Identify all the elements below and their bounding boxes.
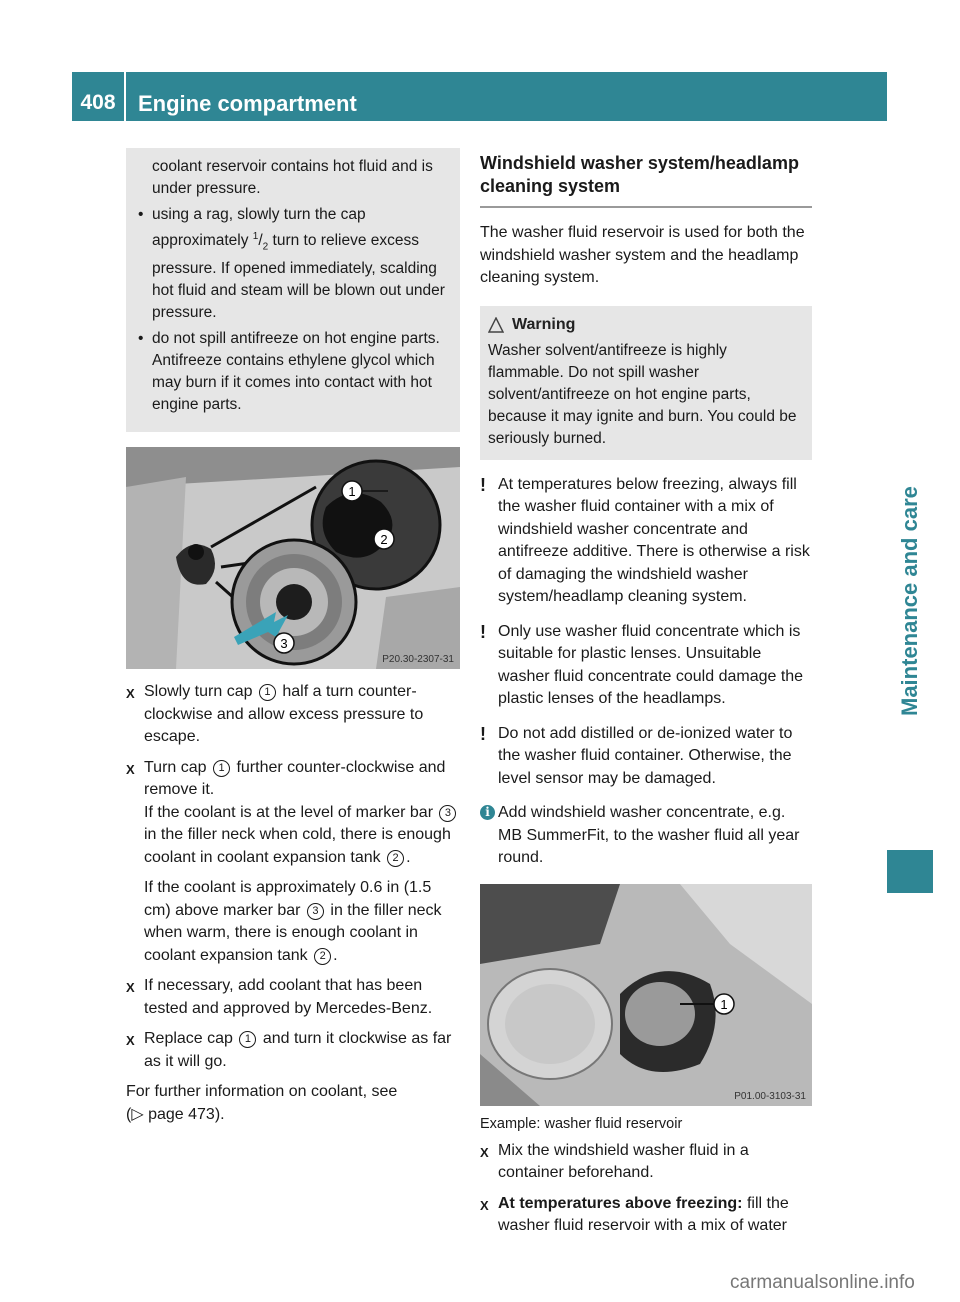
callout-3-label: 3 [280, 636, 288, 652]
bullet-dot: • [138, 206, 144, 223]
warning-continuation-box [126, 148, 460, 432]
section-title: Windshield washer system/headlamp cleaning system [480, 152, 812, 208]
page-header [72, 72, 887, 121]
step-item: X Slowly turn cap 1 half a turn counter-clockwise and allow excess pressure to escape. [126, 681, 460, 749]
step-marker-icon: X [126, 686, 135, 702]
washer-steps [480, 1140, 812, 1238]
watermark: carmanualsonline.info [730, 1272, 915, 1293]
step-marker-icon: X [126, 1033, 135, 1049]
photo-code: P01.00-3103-31 [734, 1090, 806, 1102]
side-tab-marker [887, 850, 933, 893]
right-column [480, 152, 812, 1246]
note-item: ! Do not add distilled or de-ionized water to the washer fluid container. Otherwise, the level sensor may be damaged. [480, 723, 812, 791]
section-intro: The washer fluid reservoir is used for both the windshield washer system and the headlamp cleaning system. [480, 224, 805, 286]
left-column [126, 148, 460, 1126]
washer-illustration [480, 884, 812, 1106]
info-icon: i [480, 805, 495, 820]
warning-header [488, 314, 804, 336]
callout-2 [374, 529, 394, 549]
callout-3 [274, 633, 294, 653]
further-info: For further information on coolant, see (▷ page 473). [126, 1083, 398, 1123]
note-item: ! At temperatures below freezing, always fill the washer fluid container with a mix of windshield washer concentrate and antifreeze additive. There is otherwise a risk of damaging the windshield washer system/headlamp cleaning system. [480, 474, 812, 609]
exclamation-icon: ! [480, 474, 486, 495]
callout-1 [714, 994, 734, 1014]
photo-code: P20.30-2307-31 [382, 654, 454, 666]
step-marker-icon: X [126, 980, 135, 996]
side-tab [887, 141, 933, 861]
info-item: i Add windshield washer concentrate, e.g. MB SummerFit, to the washer fluid all year round. [480, 802, 812, 870]
coolant-photo [126, 447, 460, 669]
warning-continuation-text: coolant reservoir contains hot fluid and is under pressure. [152, 158, 433, 197]
warning-bullet: • do not spill antifreeze on hot engine parts. Antifreeze contains ethylene glycol which may burn if it comes into contact with hot engine parts. [138, 328, 452, 416]
exclamation-icon: ! [480, 621, 486, 642]
callout-1-label: 1 [348, 484, 356, 500]
warning-bullet: • using a rag, slowly turn the cap approximately $^1/_2$ turn to relieve excess pressure. If opened immediately, scalding hot fluid and steam will be blown out under pressure. [138, 204, 452, 324]
exclamation-icon: ! [480, 723, 486, 744]
photo-caption: Example: washer fluid reservoir [480, 1115, 683, 1132]
step-marker-icon: X [480, 1144, 489, 1160]
step-marker-icon: X [480, 1197, 489, 1213]
callout-1-label: 1 [720, 996, 728, 1012]
warning-triangle-icon [488, 317, 504, 333]
note-item: ! Only use washer fluid concentrate which is suitable for plastic lenses. Unsuitable washer fluid concentrate could damage the plastic lenses of the headlamps. [480, 621, 812, 711]
page-reference-link[interactable]: (▷ page 473). [126, 1105, 225, 1123]
step-item: X Turn cap 1 further counter-clockwise and remove it. If the coolant is at the level of marker bar 3 in the filler neck when cold, there is enough coolant in coolant expansion tank 2 . If the coolant is approximately 0.6 in (1.5 cm) above marker bar 3 in the filler neck when warm, there is enough coolant in coolant expansion tank 2 . [126, 757, 460, 968]
callout-2-label: 2 [380, 532, 388, 548]
bullet-dot: • [138, 330, 144, 348]
warning-label: Warning [512, 315, 576, 333]
coolant-illustration [126, 447, 460, 669]
page-number: 408 [72, 72, 126, 121]
step-item: X If necessary, add coolant that has been tested and approved by Mercedes-Benz. [126, 975, 460, 1020]
washer-photo [480, 884, 812, 1106]
warning-box [480, 306, 812, 460]
page-title: Engine compartment [138, 90, 357, 116]
step-marker-icon: X [126, 761, 135, 777]
side-tab-label: Maintenance and care [897, 486, 922, 716]
coolant-steps [126, 681, 460, 1126]
step-item: X Replace cap 1 and turn it clockwise as far as it will go. [126, 1028, 460, 1073]
step-item: X At temperatures above freezing: fill the washer fluid reservoir with a mix of water [480, 1193, 812, 1238]
notes [480, 474, 812, 870]
warning-text: Washer solvent/antifreeze is highly flammable. Do not spill washer solvent/antifreeze on hot engine parts, because it may ignite and burn. You could be seriously burned. [488, 341, 797, 447]
step-item: X Mix the windshield washer fluid in a container beforehand. [480, 1140, 812, 1185]
